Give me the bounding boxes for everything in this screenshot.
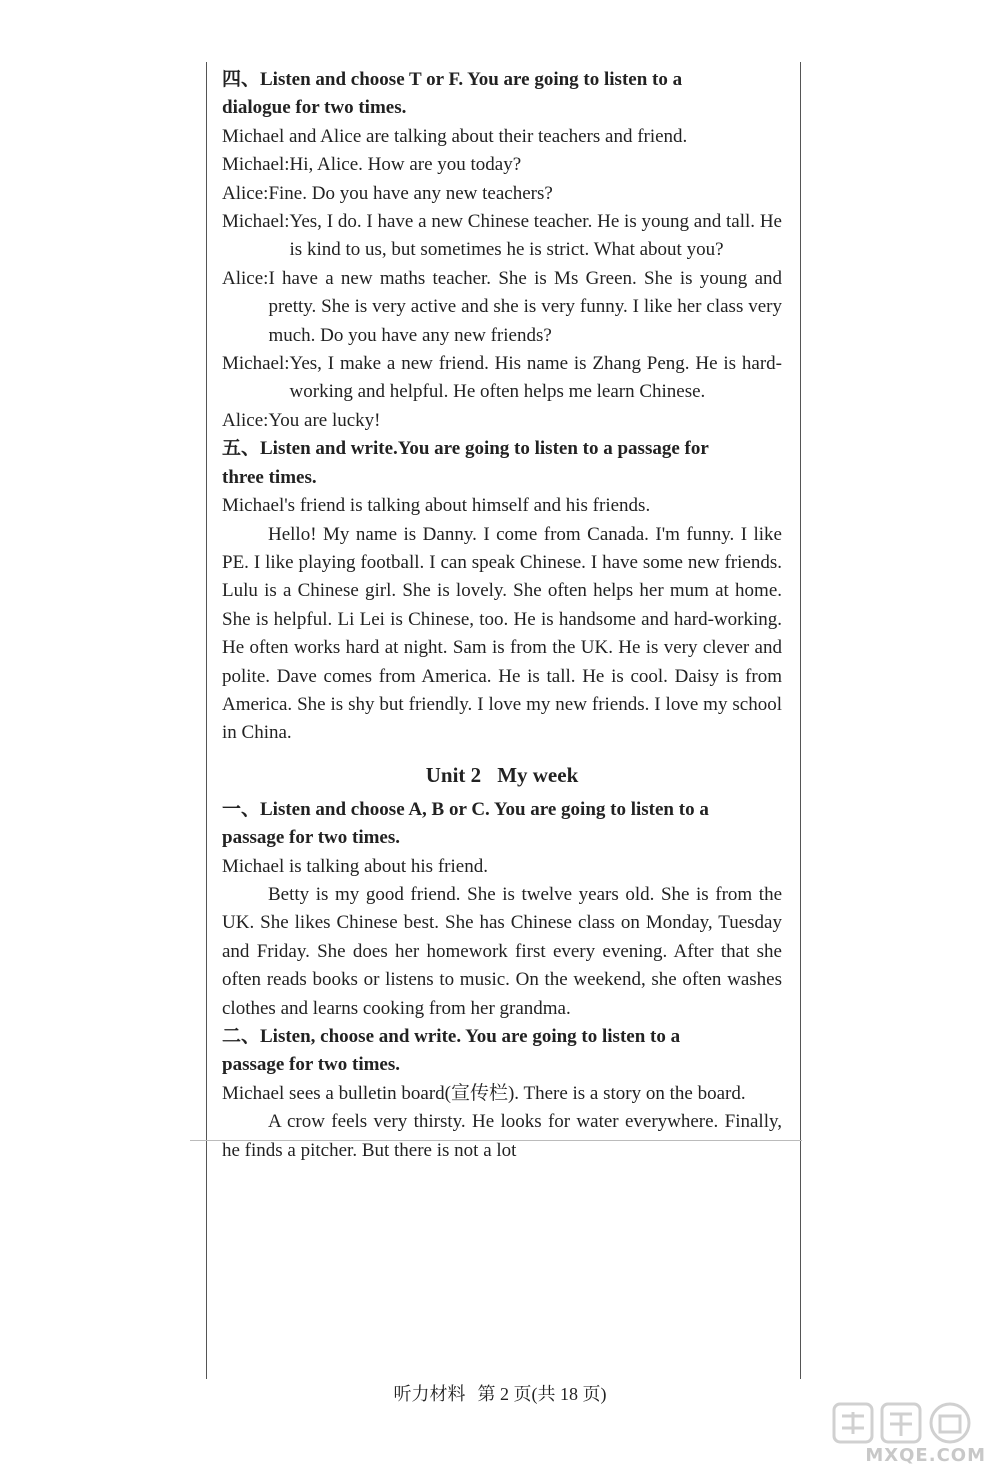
speech-text: Fine. Do you have any new teachers? [268,182,553,204]
dialogue-line [222,180,782,208]
speech-text: Yes, I do. I have a new Chinese teacher. He is young and tall. He is kind to us, but sometimes he is strict. What about you? [289,211,782,261]
u2-section2-intro: Michael sees a bulletin board(宣传栏). There is a story on the board. [222,1082,746,1104]
right-margin-line [800,62,801,1379]
section4-intro: Michael and Alice are talking about their teachers and friend. [222,125,688,147]
u2-section1-heading-line2: passage for two times. [222,827,401,849]
dialogue-line [222,265,782,350]
speaker-label: Alice: [222,409,269,431]
speaker-label: Alice: [222,267,269,289]
watermark [826,1400,986,1466]
speech-text: Hi, Alice. How are you today? [289,154,522,176]
u2-section2-passage: A crow feels very thirsty. He looks for water everywhere. Finally, he finds a pitcher. But there is not a lot [222,1111,782,1161]
watermark-logo-icon [826,1400,986,1446]
unit-name: My week [497,762,579,787]
dialogue-line [222,350,782,407]
dialogue-line [222,407,782,435]
speech-text: Yes, I make a new friend. His name is Zhang Peng. He is hard-working and helpful. He often helps me learn Chinese. [289,353,782,403]
section5-heading [222,435,782,492]
u2-section1-passage: Betty is my good friend. She is twelve years old. She is from the UK. She likes Chinese best. She has Chinese class on Monday, Tuesday and Friday. She does her homework first every evening. After that she often reads books or listens to music. On the weekend, she often washes clothes and learns cooking from her grandma. [222,883,782,1019]
speaker-label: Michael: [222,154,290,176]
section5-passage: Hello! My name is Danny. I come from Canada. I'm funny. I like PE. I like playing football. I can speak Chinese. I have some new friends. Lulu is a Chinese girl. She is lovely. She often helps her mum at home. She is helpful. Li Lei is Chinese, too. He is handsome and hard-working. He often works hard at night. Sam is from the UK. He is very clever and polite. Dave comes from America. He is tall. He is cool. Daisy is from America. She is shy but friendly. I love my new friends. I love my school in China. [222,523,782,744]
document-body [222,66,782,1165]
dialogue-line [222,151,782,179]
section5-heading-line1: 五、Listen and write.You are going to listen to a passage for [222,438,709,460]
speaker-label: Michael: [222,353,290,375]
dialogue-line [222,208,782,265]
section5-heading-line2: three times. [222,466,317,488]
u2-section2-heading [222,1023,782,1080]
footer-page-number: 第 2 页(共 18 页) [477,1384,607,1404]
speech-text: I have a new maths teacher. She is Ms Green. She is young and pretty. She is very active and she is very funny. I like her class very much. Do you have any new friends? [268,267,782,346]
footer-label: 听力材料 [393,1384,466,1404]
u2-section1-heading [222,796,782,853]
speech-text: You are lucky! [268,409,381,431]
u2-section1-intro: Michael is talking about his friend. [222,855,488,877]
u2-section1-heading-line1: 一、Listen and choose A, B or C. You are going to listen to a [222,798,709,820]
section4-heading-line1: 四、Listen and choose T or F. You are going to listen to a [222,69,683,90]
u2-section2-heading-line2: passage for two times. [222,1054,401,1076]
section4-heading-line2: dialogue for two times. [222,97,407,119]
watermark-text: MXQE.COM [865,1445,986,1466]
speaker-label: Michael: [222,211,290,233]
unit-number: Unit 2 [425,762,482,787]
u2-section2-heading-line1: 二、Listen, choose and write. You are going to listen to a [222,1026,681,1047]
speaker-label: Alice: [222,182,269,204]
unit-title [222,760,782,790]
section4-heading [222,66,782,123]
left-margin-line [206,62,207,1379]
section5-intro: Michael's friend is talking about himself and his friends. [222,495,651,517]
